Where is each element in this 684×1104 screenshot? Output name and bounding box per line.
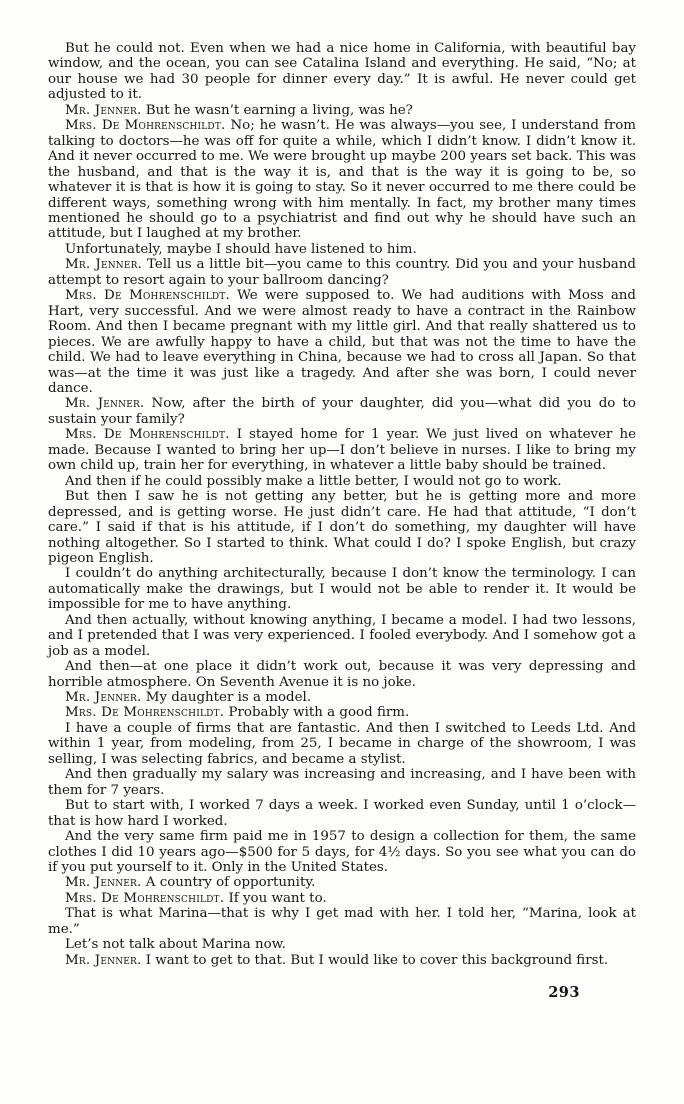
paragraph-text: That is what Marina—that is why I get mad with her. I told her, “Marina, look at me.” — [48, 906, 636, 937]
paragraph-text: No; he wasn’t. He was always—you see, I understand from talking to doctors—he was off for quite a while, which I didn’t know. I didn’t know it. And it never occurred to me. We were brought up maybe 200 years set back. This was the husband, and that is the way it is, and that is the way it is going to be, so whatever it is that is how it is going to stay. So it never occurred to me there could be different ways, something wrong with him mentally. In fact, my brother many times mentioned he should go to a psychiatrist and find out why he should have such an attitude, but I laughed at my brother. — [48, 118, 636, 242]
paragraph-text: And then—at one place it didn’t work out, because it was very depressing and horrible atmosphere. On Seventh Avenue it is no joke. — [48, 659, 636, 690]
paragraph — [48, 721, 636, 767]
speaker-name: Mrs. De Mohrenschildt. — [65, 705, 225, 721]
paragraph — [48, 41, 636, 103]
paragraph — [48, 103, 636, 118]
paragraph-text: I have a couple of firms that are fantastic. And then I switched to Leeds Ltd. And within 1 year, from modeling, from 25, I became in charge of the showroom, I was selling, I was selecting fabrics, and became a stylist. — [48, 720, 636, 767]
paragraph-text: But to start with, I worked 7 days a week. I worked even Sunday, until 1 o’clock—that is how hard I worked. — [48, 798, 636, 829]
paragraph-text: We were supposed to. We had auditions with Moss and Hart, very successful. And we were almost ready to have a contract in the Rainbow Room. And then I became pregnant with my little girl. And that really shattered us to pieces. We are awfully happy to have a child, but that was not the time to have the child. We had to leave everything in China, because we had to cross all Japan. So that was—at the time it was just like a tragedy. And after she was born, I could never dance. — [48, 288, 636, 396]
paragraph — [48, 937, 636, 952]
page-number-value: 293 — [548, 984, 580, 1002]
paragraph — [48, 257, 636, 288]
paragraph — [48, 242, 636, 257]
speaker-name: Mr. Jenner. — [65, 690, 142, 706]
paragraph-text: But he could not. Even when we had a nice home in California, with beautiful bay window, and the ocean, you can see Catalina Island and everything. He said, “No; at our house we had 30 people for dinner every day.” It is awful. He never could get adjusted to it. — [48, 41, 636, 103]
paragraph-text: And then gradually my salary was increasing and increasing, and I have been with them for 7 years. — [48, 767, 636, 798]
speaker-name: Mr. Jenner. — [65, 875, 142, 891]
speaker-name: Mr. Jenner. — [65, 952, 142, 968]
paragraph-text: I stayed home for 1 year. We just lived on whatever he made. Because I wanted to bring her up—I don’t believe in nurses. I like to bring my own child up, train her for everything, in whatever a little baby should be trained. — [48, 427, 636, 474]
paragraph-text: But then I saw he is not getting any better, but he is getting more and more depressed, and is getting worse. He just didn’t care. He had that attitude, “I don’t care.” I said if that is his attitude, if I don’t do something, my daughter will have nothing altogether. So I started to think. What could I do? I spoke English, but crazy pigeon English. — [48, 489, 636, 566]
paragraph — [48, 798, 636, 829]
paragraph-text: Now, after the birth of your daughter, did you—what did you do to sustain your family? — [48, 396, 636, 427]
speaker-name: Mr. Jenner. — [65, 396, 145, 412]
paragraph-text: And then actually, without knowing anything, I became a model. I had two lessons, and I pretended that I was very experienced. I fooled everybody. And I somehow got a job as a model. — [48, 612, 636, 659]
speaker-name: Mr. Jenner. — [65, 257, 143, 273]
paragraph — [48, 829, 636, 875]
page-number — [48, 984, 636, 1001]
paragraph — [48, 613, 636, 659]
paragraph-text: Let’s not talk about Marina now. — [65, 937, 286, 953]
paragraph-text: And the very same firm paid me in 1957 to design a collection for them, the same clothes I did 10 years ago—$500 for 5 days, for 4½ days. So you see what you can do if you put yourself to it. Only in the United States. — [48, 829, 636, 876]
paragraph — [48, 288, 636, 396]
paragraph-text: My daughter is a model. — [145, 690, 312, 706]
speaker-name: Mrs. De Mohrenschildt. — [65, 427, 230, 443]
paragraph — [48, 427, 636, 473]
speaker-name: Mr. Jenner. — [65, 102, 142, 118]
speaker-name: Mrs. De Mohrenschildt. — [65, 288, 230, 304]
paragraph — [48, 953, 636, 968]
paragraph-text: Unfortunately, maybe I should have listened to him. — [65, 241, 417, 257]
paragraph-text: Probably with a good firm. — [228, 705, 410, 721]
paragraph-text: Tell us a little bit—you came to this country. Did you and your husband attempt to resort again to your ballroom dancing? — [48, 257, 636, 288]
paragraph-text: I couldn’t do anything architecturally, because I don’t know the terminology. I can automatically make the drawings, but I would not be able to render it. It would be impossible for me to have anything. — [48, 566, 636, 613]
paragraph — [48, 474, 636, 489]
paragraph — [48, 767, 636, 798]
paragraph-text: If you want to. — [228, 890, 327, 906]
paragraph — [48, 906, 636, 937]
paragraph-text: A country of opportunity. — [145, 875, 316, 891]
speaker-name: Mrs. De Mohrenschildt. — [65, 890, 225, 906]
paragraph-text: And then if he could possibly make a little better, I would not go to work. — [65, 473, 562, 489]
paragraph-text: I want to get to that. But I would like to cover this background first. — [145, 952, 609, 968]
speaker-name: Mrs. De Mohrenschildt. — [65, 118, 226, 134]
paragraph — [48, 705, 636, 720]
paragraph — [48, 875, 636, 890]
paragraph — [48, 659, 636, 690]
paragraph — [48, 396, 636, 427]
testimony-text — [48, 41, 636, 968]
paragraph-text: But he wasn’t earning a living, was he? — [145, 102, 413, 118]
paragraph — [48, 118, 636, 242]
paragraph — [48, 690, 636, 705]
paragraph — [48, 566, 636, 612]
paragraph — [48, 489, 636, 566]
paragraph — [48, 891, 636, 906]
